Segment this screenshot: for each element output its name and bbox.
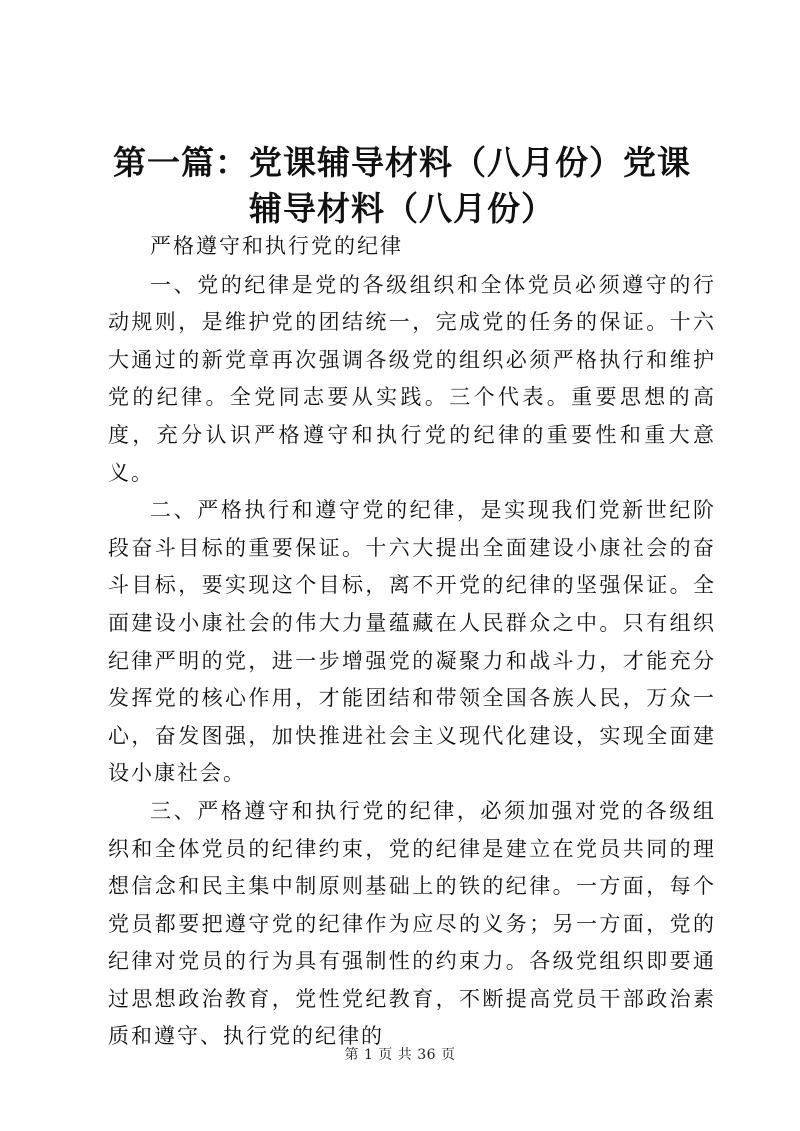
paragraph-2: 二、严格执行和遵守党的纪律，是实现我们党新世纪阶段奋斗目标的重要保证。十六大提出全面建设小康社会的奋斗目标，要实现这个目标，离不开党的纪律的坚强保证。全面建设小康社会的伟大力量蕴藏在人民群众之中。只有组织纪律严明的党，进一步增强党的凝聚力和战斗力，才能充分发挥党的核心作用，才能团结和带领全国各族人民，万众一心，奋发图强，加快推进社会主义现代化建设，实现全面建设小康社会。	[108, 498, 716, 786]
paragraph-3: 三、严格遵守和执行党的纪律，必须加强对党的各级组织和全体党员的纪律约束，党的纪律是建立在党员共同的理想信念和民主集中制原则基础上的铁的纪律。一方面，每个党员都要把遵守党的纪律作为应尽的义务；另一方面，党的纪律对党员的行为具有强制性的约束力。各级党组织即要通过思想政治教育，党性党纪教育，不断提高党员干部政治素质和遵守、执行党的纪律的	[108, 798, 716, 1049]
document-body	[108, 228, 716, 1056]
page-number-footer: 第 1 页 共 36 页	[344, 1047, 456, 1063]
paragraph-1: 一、党的纪律是党的各级组织和全体党员必须遵守的行动规则，是维护党的团结统一，完成党的任务的保证。十六大通过的新党章再次强调各级党的组织必须严格执行和维护党的纪律。全党同志要从实践。三个代表。重要思想的高度，充分认识严格遵守和执行党的纪律的重要性和重大意义。	[108, 272, 716, 485]
document-title: 第一篇：党课辅导材料（八月份）党课辅导材料（八月份）	[113, 143, 691, 228]
section-heading: 严格遵守和执行党的纪律	[150, 234, 403, 258]
